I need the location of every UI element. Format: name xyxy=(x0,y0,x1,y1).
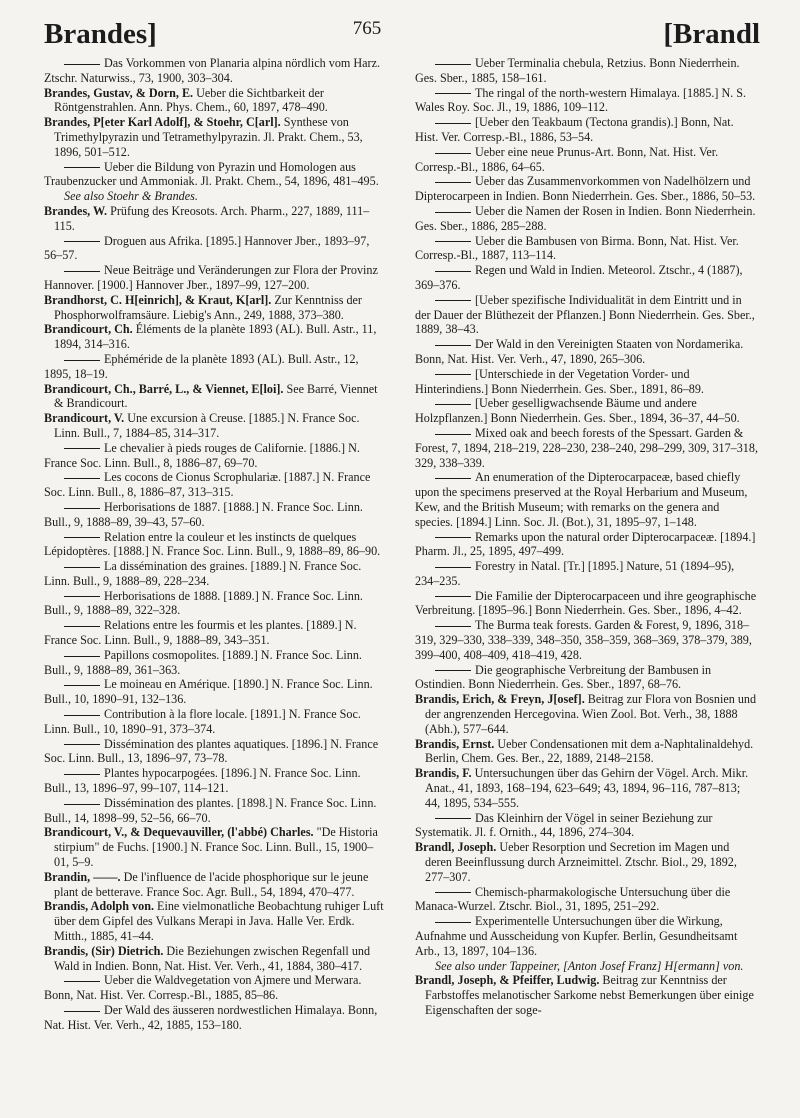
entry-text: Untersuchungen über das Gehirn der Vögel. Arch. Mikr. Anat., 41, 1893, 168–194, 623–649; 43, 1894, 96–116, 787–813; 44, 1895, 534–555. xyxy=(425,766,749,810)
bib-entry xyxy=(415,204,758,234)
ditto-dash xyxy=(64,64,100,65)
entry-text: Une excursion à Creuse. [1885.] N. France Soc. Linn. Bull., 7, 1884–85, 314–317. xyxy=(54,411,360,440)
bib-entry xyxy=(415,559,758,589)
bib-entry xyxy=(44,1003,384,1033)
entry-author: Brandicourt, Ch. xyxy=(44,322,133,337)
entry-text: Prüfung des Kreosots. Arch. Pharm., 227, 1889, 111–115. xyxy=(54,203,370,233)
ditto-dash xyxy=(435,596,471,597)
bib-entry xyxy=(415,530,758,560)
entry-text: Ueber Terminalia chebula, Retzius. Bonn Niederrhein. Ges. Sber., 1885, 158–161. xyxy=(415,56,740,85)
header-right: [Brandl xyxy=(663,18,760,50)
bib-entry xyxy=(415,885,758,915)
ditto-dash xyxy=(435,626,471,627)
bib-entry xyxy=(44,470,384,500)
entry-text: Remarks upon the natural order Dipterocarpaceæ. [1894.] Pharm. Jl., 25, 1895, 497–499. xyxy=(415,529,756,559)
entry-text: Chemisch-pharmakologische Untersuchung über die Manaca-Wurzel. Ztschr. Biol., 31, 1895, 251–292. xyxy=(415,884,731,914)
entry-author: Brandhorst, C. H[einrich], & Kraut, K[arl]. xyxy=(44,292,272,307)
entry-text: Synthese von Trimethylpyrazin und Tetramethylpyrazin. Jl. Prakt. Chem., 53, 1896, 501–512. xyxy=(54,115,363,159)
entry-text: Ueber eine neue Prunus-Art. Bonn, Nat. Hist. Ver. Corresp.-Bl., 1886, 64–65. xyxy=(415,144,719,174)
entry-author: Brandis, Ernst. xyxy=(415,736,495,751)
bib-entry xyxy=(44,825,384,869)
entry-author: Brandis, Erich, & Freyn, J[osef]. xyxy=(415,692,585,707)
ditto-dash xyxy=(435,478,471,479)
entry-text: Beitrag zur Kenntniss der Farbstoffes melanotischer Sarkome nebst Bemerkungen über einige Eigenschaften der soge- xyxy=(425,973,754,1017)
entry-text: Contribution à la flore locale. [1891.] N. France Soc. Linn. Bull., 10, 1890–91, 373–374. xyxy=(44,707,361,736)
page-header xyxy=(44,14,760,54)
entry-author: Brandis, F. xyxy=(415,766,472,781)
bib-entry xyxy=(415,470,758,529)
entry-text: Experimentelle Untersuchungen über die Wirkung, Aufnahme und Ausscheidung von Kupfer. Berlin, Gesundheitsamt Arb., 13, 1897, 104–136. xyxy=(415,914,738,958)
bib-entry xyxy=(415,973,758,1017)
ditto-dash xyxy=(435,123,471,124)
bib-entry xyxy=(415,914,758,958)
entry-author: Brandin, ——. xyxy=(44,869,121,884)
entry-text: Le moineau en Amérique. [1890.] N. France Soc. Linn. Bull., 10, 1890–91, 132–136. xyxy=(44,677,373,707)
entry-author: Brandes, P[eter Karl Adolf], & Stoehr, C[arl]. xyxy=(44,115,281,130)
ditto-dash xyxy=(435,271,471,272)
entry-text: Ueber die Sichtbarkeit der Röntgenstrahlen. Ann. Phys. Chem., 60, 1897, 478–490. xyxy=(54,85,328,115)
entry-text: Zur Kenntniss der Phosphorwolframsäure. Liebig's Ann., 249, 1888, 373–380. xyxy=(54,292,362,322)
bib-entry xyxy=(44,382,384,412)
ditto-dash xyxy=(435,670,471,671)
entry-text: [Ueber geselligwachsende Bäume und andere Holzpflanzen.] Bonn Niederrhein. Ges. Sber., 1894, 36–37, 44–50. xyxy=(415,396,740,426)
ditto-dash xyxy=(64,241,100,242)
bib-entry xyxy=(415,115,758,145)
ditto-dash xyxy=(435,818,471,819)
bib-entry xyxy=(415,840,758,884)
ditto-dash xyxy=(64,715,100,716)
entry-text: Der Wald in den Vereinigten Staaten von Nordamerika. Bonn, Nat. Hist. Ver. Verh., 47, 1890, 265–306. xyxy=(415,337,744,366)
entry-text: Ueber die Namen der Rosen in Indien. Bonn Niederrhein. Ges. Sber., 1886, 285–288. xyxy=(415,203,756,233)
bib-entry xyxy=(44,441,384,471)
bib-entry xyxy=(415,367,758,397)
entry-text: [Ueber spezifische Individualität in dem Eintritt und in der Dauer der Blüthezeit der Pflanzen.] Bonn Niederrhein. Ges. Sber., 1889, 38–43. xyxy=(415,292,755,337)
bib-entry xyxy=(415,56,758,86)
bib-entry xyxy=(44,618,384,648)
entry-text: Plantes hypocarpogées. [1896.] N. France Soc. Linn. Bull., 13, 1896–97, 99–107, 114–121. xyxy=(44,766,361,796)
bib-entry xyxy=(44,870,384,900)
bib-entry xyxy=(415,293,758,337)
bib-entry xyxy=(415,766,758,810)
entry-text: Les cocons de Cionus Scrophulariæ. [1887.] N. France Soc. Linn. Bull., 8, 1886–87, 313–315. xyxy=(44,470,371,500)
entry-text: Ueber die Bildung von Pyrazin und Homologen aus Traubenzucker und Ammoniak. Jl. Prakt. Chem., 54, 1896, 481–495. xyxy=(44,159,379,189)
bib-entry xyxy=(44,411,384,441)
entry-text: Dissémination des plantes aquatiques. [1896.] N. France Soc. Linn. Bull., 13, 1896–97, 73–78. xyxy=(44,736,379,766)
bib-entry xyxy=(415,145,758,175)
ditto-dash xyxy=(435,212,471,213)
bib-entry xyxy=(44,352,384,382)
bib-entry xyxy=(415,811,758,841)
ditto-dash xyxy=(64,271,100,272)
bib-entry xyxy=(44,899,384,943)
entry-text: Beitrag zur Flora von Bosnien und der angrenzenden Hercegovina. Wien Zool. Bot. Verh., 38, 1888 (Abh.), 577–644. xyxy=(425,692,757,736)
ditto-dash xyxy=(435,241,471,242)
ditto-dash xyxy=(435,300,471,301)
bib-entry xyxy=(415,663,758,693)
entry-text: Die Beziehungen zwischen Regenfall und Wald in Indien. Bonn, Nat. Hist. Ver. Verh., 41, 1884, 380–417. xyxy=(54,943,371,973)
entry-text: Mixed oak and beech forests of the Spessart. Garden & Forest, 7, 1894, 218–219, 228–230, 238–240, 298–299, 309, 317–318, 329, 338–339. xyxy=(415,425,758,470)
bib-entry xyxy=(44,589,384,619)
entry-text: Die geographische Verbreitung der Bambusen in Ostindien. Bonn Niederrhein. Ges. Sber., 1897, 68–76. xyxy=(415,662,712,692)
left-column xyxy=(44,56,384,1033)
entry-text: Ueber die Bambusen von Birma. Bonn, Nat. Hist. Ver. Corresp.-Bl., 1887, 113–114. xyxy=(415,233,739,263)
entry-text: [Ueber den Teakbaum (Tectona grandis).] Bonn, Nat. Hist. Ver. Corresp.-Bl., 1886, 53–54. xyxy=(415,115,734,144)
entry-author: Brandes, W. xyxy=(44,203,108,218)
ditto-dash xyxy=(435,567,471,568)
bib-entry xyxy=(415,396,758,426)
bib-entry xyxy=(415,234,758,264)
entry-author: Brandl, Joseph, & Pfeiffer, Ludwig. xyxy=(415,973,600,988)
entry-text: Ueber Condensationen mit dem a-Naphtalinaldehyd. Berlin, Chem. Ges. Ber., 22, 1889, 2148–2158. xyxy=(425,736,754,766)
bib-entry xyxy=(44,293,384,323)
bib-entry xyxy=(44,973,384,1003)
ditto-dash xyxy=(435,404,471,405)
bib-entry xyxy=(44,500,384,530)
entry-text: Herborisations de 1888. [1889.] N. France Soc. Linn. Bull., 9, 1888–89, 322–328. xyxy=(44,588,363,618)
ditto-dash xyxy=(64,448,100,449)
bib-entry xyxy=(44,204,384,234)
page-number: 765 xyxy=(352,18,382,39)
ditto-dash xyxy=(64,478,100,479)
ditto-dash xyxy=(435,892,471,893)
see-also: See also under Tappeiner, [Anton Josef Franz] H[ermann] von. xyxy=(435,958,744,973)
ditto-dash xyxy=(435,182,471,183)
see-also: See also Stoehr & Brandes. xyxy=(64,189,198,204)
entry-text: The ringal of the north-western Himalaya. [1885.] N. S. Wales Roy. Soc. Jl., 19, 1886, 109–112. xyxy=(415,85,747,115)
bib-entry xyxy=(44,944,384,974)
bib-entry xyxy=(415,692,758,736)
bib-entry xyxy=(44,559,384,589)
entry-author: Brandl, Joseph. xyxy=(415,840,497,855)
bib-entry xyxy=(415,174,758,204)
bib-entry xyxy=(415,618,758,662)
bib-entry xyxy=(44,86,384,116)
ditto-dash xyxy=(64,804,100,805)
ditto-dash xyxy=(435,537,471,538)
entry-text: Ephéméride de la planète 1893 (AL). Bull. Astr., 12, 1895, 18–19. xyxy=(44,351,359,381)
bib-entry xyxy=(44,677,384,707)
bib-entry xyxy=(415,959,758,974)
bib-entry xyxy=(415,263,758,293)
ditto-dash xyxy=(64,537,100,538)
entry-text: Relations entre les fourmis et les plantes. [1889.] N. France Soc. Linn. Bull., 9, 1888–89, 343–351. xyxy=(44,618,357,648)
entry-text: De l'influence de l'acide phosphorique sur le jeune plant de betterave. France Soc. Agr. Bull., 54, 1894, 470–477. xyxy=(54,869,369,899)
entry-text: Dissémination des plantes. [1898.] N. France Soc. Linn. Bull., 14, 1898–99, 52–56, 66–70. xyxy=(44,795,377,825)
ditto-dash xyxy=(435,374,471,375)
entry-text: Ueber Resorption und Secretion im Magen und deren Beeinflussung durch Arzneimittel. Ztschr. Biol., 29, 1892, 277–307. xyxy=(425,840,737,884)
entry-author: Brandis, Adolph von. xyxy=(44,899,154,914)
entry-text: Neue Beiträge und Veränderungen zur Flora der Provinz Hannover. [1900.] Hannover Jber., 1897–99, 127–200. xyxy=(44,263,378,292)
ditto-dash xyxy=(64,1011,100,1012)
entry-text: Die Familie der Dipterocarpaceen und ihre geographische Verbreitung. [1895–96.] Bonn Niederrhein. Ges. Sber., 1896, 4–42. xyxy=(415,588,757,618)
bib-entry xyxy=(415,589,758,619)
entry-text: Ueber das Zusammenvorkommen von Nadelhölzern und Dipterocarpeen in Indien. Bonn Niederrhein. Ges. Sber., 1886, 50–53. xyxy=(415,174,756,204)
entry-text: "De Historia stirpium" de Fuchs. [1900.] N. France Soc. Linn. Bull., 15, 1900–01, 5–9. xyxy=(54,825,378,870)
entry-text: Herborisations de 1887. [1888.] N. France Soc. Linn. Bull., 9, 1888–89, 39–43, 57–60. xyxy=(44,499,363,529)
bib-entry xyxy=(415,426,758,470)
entry-text: Das Kleinhirn der Vögel in seiner Beziehung zur Systematik. Jl. f. Ornith., 44, 1896, 274–304. xyxy=(415,810,713,840)
entry-author: Brandicourt, Ch., Barré, L., & Viennet, E[loi]. xyxy=(44,381,284,396)
ditto-dash xyxy=(435,434,471,435)
ditto-dash xyxy=(64,360,100,361)
right-column xyxy=(415,56,758,1018)
ditto-dash xyxy=(435,922,471,923)
entry-author: Brandes, Gustav, & Dorn, E. xyxy=(44,85,194,100)
ditto-dash xyxy=(435,345,471,346)
entry-text: Das Vorkommen von Planaria alpina nördlich vom Harz. Ztschr. Naturwiss., 73, 1900, 303–304. xyxy=(44,56,381,85)
entry-text: Droguen aus Afrika. [1895.] Hannover Jber., 1893–97, 56–57. xyxy=(44,233,370,263)
entry-text: Eine vielmonatliche Beobachtung ruhiger Luft über dem Gipfel des Vulkans Merapi in Java. Halle Ver. Erdk. Mitth., 1885, 41–44. xyxy=(54,899,384,944)
bib-entry xyxy=(44,189,384,204)
ditto-dash xyxy=(435,93,471,94)
bib-entry xyxy=(415,86,758,116)
entry-author: Brandis, (Sir) Dietrich. xyxy=(44,943,164,958)
bib-entry xyxy=(44,737,384,767)
bib-entry xyxy=(44,707,384,737)
entry-text: La dissémination des graines. [1889.] N. France Soc. Linn. Bull., 9, 1888–89, 228–234. xyxy=(44,559,362,588)
bib-entry xyxy=(44,160,384,190)
bib-entry xyxy=(44,234,384,264)
bib-entry xyxy=(44,530,384,560)
ditto-dash xyxy=(64,567,100,568)
bib-entry xyxy=(44,648,384,678)
entry-text: Ueber die Waldvegetation von Ajmere und Merwara. Bonn, Nat. Hist. Ver. Corresp.-Bl., 1885, 85–86. xyxy=(44,973,362,1003)
entry-text: [Unterschiede in der Vegetation Vorder- und Hinterindiens.] Bonn Niederrhein. Ges. Sber., 1891, 86–89. xyxy=(415,366,704,396)
header-left: Brandes] xyxy=(44,18,157,50)
bib-entry xyxy=(44,796,384,826)
ditto-dash xyxy=(64,167,100,168)
ditto-dash xyxy=(64,508,100,509)
entry-text: See Barré, Viennet & Brandicourt. xyxy=(54,381,378,411)
bib-entry xyxy=(44,263,384,293)
bib-entry xyxy=(415,737,758,767)
bib-entry xyxy=(44,766,384,796)
entry-text: Papillons cosmopolites. [1889.] N. France Soc. Linn. Bull., 9, 1888–89, 361–363. xyxy=(44,647,362,677)
entry-author: Brandicourt, V. xyxy=(44,411,125,426)
entry-text: Regen und Wald in Indien. Meteorol. Ztschr., 4 (1887), 369–376. xyxy=(415,263,743,292)
entry-text: Relation entre la couleur et les instincts de quelques Lépidoptères. [1888.] N. France Soc. Linn. Bull., 9, 1888–89, 86–90. xyxy=(44,529,381,559)
ditto-dash xyxy=(64,656,100,657)
ditto-dash xyxy=(64,981,100,982)
ditto-dash xyxy=(64,774,100,775)
bib-entry xyxy=(44,56,384,86)
ditto-dash xyxy=(64,596,100,597)
bib-entry xyxy=(44,322,384,352)
ditto-dash xyxy=(435,64,471,65)
bib-entry xyxy=(44,115,384,159)
ditto-dash xyxy=(64,744,100,745)
ditto-dash xyxy=(435,153,471,154)
bib-entry xyxy=(415,337,758,367)
entry-author: Brandicourt, V., & Dequevauviller, (l'abbé) Charles. xyxy=(44,825,314,840)
entry-text: The Burma teak forests. Garden & Forest, 9, 1896, 318–319, 329–330, 338–339, 348–350, 358–359, 368–369, 378–379, 389, 399–400, 408–409, 418–419, 428. xyxy=(415,618,752,662)
entry-text: Éléments de la planète 1893 (AL). Bull. Astr., 11, 1894, 314–316. xyxy=(54,322,377,352)
entry-text: Le chevalier à pieds rouges de Californie. [1886.] N. France Soc. Linn. Bull., 8, 1886–87, 69–70. xyxy=(44,440,360,470)
ditto-dash xyxy=(64,685,100,686)
entry-text: An enumeration of the Dipterocarpaceæ, based chiefly upon the specimens preserved at the Royal Herbarium and Museum, Kew, and the British Museum; with remarks on the genera and species. [1894.] Linn. Soc. Jl. (Bot.), 31, 1895–97, 1–148. xyxy=(415,470,748,529)
ditto-dash xyxy=(64,626,100,627)
entry-text: Forestry in Natal. [Tr.] [1895.] Nature, 51 (1894–95), 234–235. xyxy=(415,559,735,588)
entry-text: Der Wald des äusseren nordwestlichen Himalaya. Bonn, Nat. Hist. Ver. Verh., 42, 1885, 153–180. xyxy=(44,1003,378,1032)
